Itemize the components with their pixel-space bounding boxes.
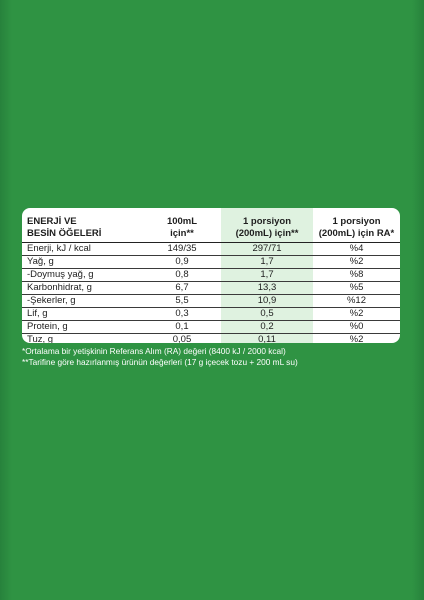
table-row xyxy=(22,269,400,282)
header-nutrients: ENERJİ VE BESİN ÖĞELERİ xyxy=(27,216,102,239)
value-per-portion: 10,9 xyxy=(221,295,313,308)
table-row xyxy=(22,243,400,256)
nutrition-table xyxy=(22,208,400,343)
nutrient-name: Karbonhidrat, g xyxy=(22,282,143,295)
nutrition-panel xyxy=(22,208,400,343)
footnote-reference-intake: *Ortalama bir yetişkinin Referans Alım (RA) değeri (8400 kJ / 2000 kcal) xyxy=(22,346,286,356)
table-row xyxy=(22,282,400,295)
value-per-100ml: 5,5 xyxy=(143,295,221,308)
nutrient-name: Tuz, g xyxy=(22,334,143,344)
table-row xyxy=(22,295,400,308)
nutrient-name: Lif, g xyxy=(22,308,143,321)
value-ra-percent: %2 xyxy=(313,256,400,269)
table-row xyxy=(22,308,400,321)
value-per-portion: 297/71 xyxy=(221,243,313,256)
header-per-portion: 1 porsiyon (200mL) için** xyxy=(235,216,299,239)
value-per-100ml: 0,8 xyxy=(143,269,221,282)
value-ra-percent: %5 xyxy=(313,282,400,295)
value-per-100ml: 0,1 xyxy=(143,321,221,334)
value-per-portion: 0,5 xyxy=(221,308,313,321)
footnote-preparation: **Tarifine göre hazırlanmış ürünün değerleri (17 g içecek tozu + 200 mL su) xyxy=(22,357,298,367)
value-per-portion: 1,7 xyxy=(221,256,313,269)
nutrient-name: Enerji, kJ / kcal xyxy=(22,243,143,256)
table-row xyxy=(22,321,400,334)
header-per-100ml: 100mL için** xyxy=(166,216,198,239)
value-ra-percent: %4 xyxy=(313,243,400,256)
value-ra-percent: %2 xyxy=(313,334,400,344)
nutrient-name: Yağ, g xyxy=(22,256,143,269)
value-ra-percent: %2 xyxy=(313,308,400,321)
value-per-100ml: 149/35 xyxy=(143,243,221,256)
nutrient-name: Protein, g xyxy=(22,321,143,334)
value-per-100ml: 0,3 xyxy=(143,308,221,321)
nutrient-name: -Doymuş yağ, g xyxy=(22,269,143,282)
table-row xyxy=(22,334,400,344)
value-ra-percent: %8 xyxy=(313,269,400,282)
header-portion-ra: 1 porsiyon (200mL) için RA* xyxy=(318,216,395,239)
footnotes xyxy=(22,346,412,368)
value-per-portion: 13,3 xyxy=(221,282,313,295)
value-per-portion: 1,7 xyxy=(221,269,313,282)
value-per-portion: 0,2 xyxy=(221,321,313,334)
nutrient-name: -Şekerler, g xyxy=(22,295,143,308)
value-per-100ml: 6,7 xyxy=(143,282,221,295)
table-row xyxy=(22,256,400,269)
value-per-100ml: 0,05 xyxy=(143,334,221,344)
value-per-100ml: 0,9 xyxy=(143,256,221,269)
value-ra-percent: %0 xyxy=(313,321,400,334)
value-per-portion: 0,11 xyxy=(221,334,313,344)
value-ra-percent: %12 xyxy=(313,295,400,308)
table-header-row xyxy=(22,208,400,243)
